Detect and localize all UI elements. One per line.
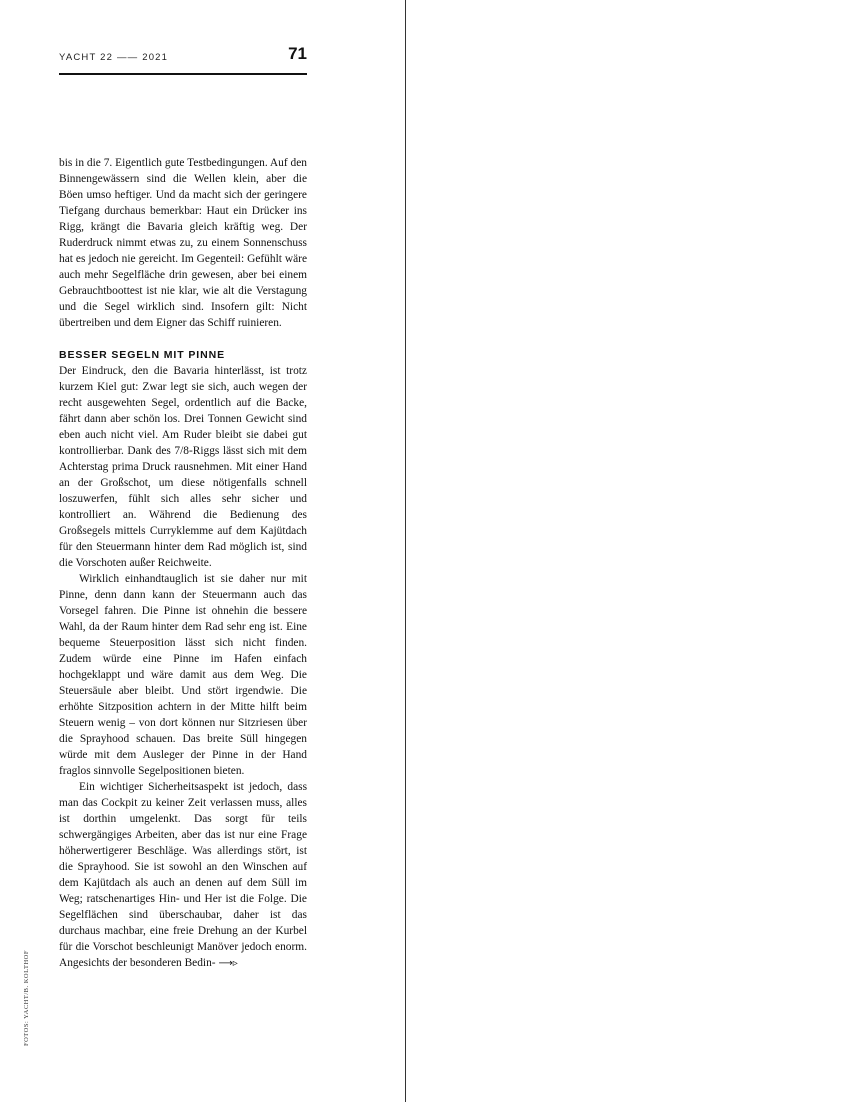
- continue-arrow-icon: ⟶▹: [218, 958, 238, 969]
- page-header: [59, 42, 307, 75]
- section-subheading: BESSER SEGELN MIT PINNE: [59, 349, 225, 361]
- article-paragraph: bis in die 7. Eigentlich gute Testbedingungen. Auf den Binnengewässern sind die Wellen klein, aber die Böen umso heftiger. Und da macht sich der geringere Tiefgang durchaus bemerkbar: Haut ein Drücker ins Rigg, krängt die Bavaria gleich kräftig weg. Der Ruderdruck nimmt etwas zu, zu einem Sonnenschuss hat es jedoch nie gereicht. Im Gegenteil: Gefühlt wäre auch mehr Segelfläche drin gewesen, aber bei einem Gebrauchtboottest ist nie klar, wie alt die Verstagung und die Segel wirklich sind. Insofern gilt: Nicht übertreiben und dem Eigner das Schiff ruinieren.: [59, 157, 307, 329]
- photo-credit: FOTOS: YACHT/B. KOLTHOF: [23, 950, 30, 1046]
- magazine-issue-label: YACHT 22 —— 2021: [59, 52, 169, 63]
- article-paragraph: Wirklich einhandtauglich ist sie daher nur mit Pinne, denn dann kann der Steuermann auch das Vorsegel fahren. Die Pinne ist ohnehin die bessere Wahl, da der Raum hinter dem Rad sehr eng ist. Eine bequeme Steuerposition lässt sich nicht finden. Zudem würde eine Pinne im Hafen einfach hochgeklappt und wäre damit aus dem Weg. Die Steuersäule aber bleibt. Und stört irgendwie. Die erhöhte Sitzposition achtern in der Mitte hilft beim Steuern wenig – von dort können nur Sitzriesen über die Sprayhood schauen. Das breite Süll hingegen würde mit dem Ausleger der Pinne in der Hand fraglos sinnvolle Segelpositionen bieten.: [59, 573, 307, 777]
- page-number: 71: [288, 44, 307, 63]
- article-paragraph: Der Eindruck, den die Bavaria hinterlässt, ist trotz kurzem Kiel gut: Zwar legt sie sich, auch wegen der recht ausgewehten Segel, ordentlich auf die Backe, fährt dann aber schön los. Drei Tonnen Gewicht sind eben auch nicht viel. Am Ruder bleibt sie dabei gut kontrollierbar. Dank des 7/8-Riggs lässt sich mit dem Achterstag prima Druck rausnehmen. Mit einer Hand an der Großschot, um diese nötigenfalls schnell loszuwerfen, fühlt sich alles sehr sicher und kontrolliert an. Während die Bedienung des Großsegels mittels Curryklemme auf dem Kajütdach für den Steuermann hinter dem Rad möglich ist, sind die Vorschoten außer Reichweite.: [59, 365, 307, 569]
- page-divider: [405, 0, 406, 1102]
- article-paragraph-text: Ein wichtiger Sicherheitsaspekt ist jedoch, dass man das Cockpit zu keiner Zeit verlassen muss, alles ist dorthin umgelenkt. Das sorgt für teils schwergängiges Arbeiten, aber das ist nur eine Frage höherwertigerer Beschläge. Was allerdings stört, ist die Sprayhood. Sie ist sowohl an den Winschen auf dem Kajütdach als auch an denen auf dem Süll im Weg; ratschenartiges Hin- und Her ist die Folge. Die Segelflächen sind überschaubar, daher ist das durchaus machbar, eine freie Drehung an der Kurbel für die Vorschot beschleunigt Manöver jedoch enorm. Angesichts der besonderen Bedin-: [59, 781, 307, 969]
- article-column: [59, 155, 307, 972]
- article-paragraph: [59, 779, 307, 972]
